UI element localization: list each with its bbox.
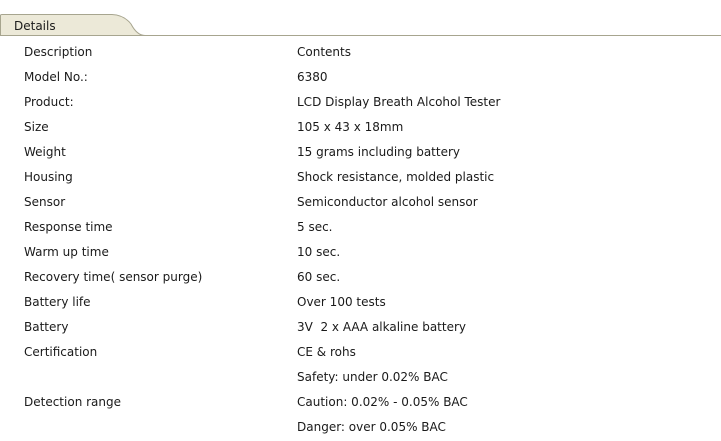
spec-value: 15 grams including battery xyxy=(297,145,461,159)
spec-row xyxy=(0,291,721,316)
spec-value: Shock resistance, molded plastic xyxy=(297,170,495,184)
spec-label: Detection range xyxy=(24,395,122,409)
spec-label: Product: xyxy=(24,95,74,109)
spec-row xyxy=(0,141,721,166)
spec-value: Caution: 0.02% - 0.05% BAC xyxy=(297,395,468,409)
spec-value: 10 sec. xyxy=(297,245,341,259)
spec-value: Danger: over 0.05% BAC xyxy=(297,420,446,434)
spec-value: Over 100 tests xyxy=(297,295,386,309)
spec-row xyxy=(0,41,721,66)
spec-value: 5 sec. xyxy=(297,220,333,234)
spec-label: Warm up time xyxy=(24,245,109,259)
spec-row xyxy=(0,166,721,191)
spec-label: Battery xyxy=(24,320,69,334)
spec-value: 6380 xyxy=(297,70,328,84)
spec-label: Certification xyxy=(24,345,98,359)
spec-label: Battery life xyxy=(24,295,91,309)
spec-value: CE & rohs xyxy=(297,345,356,359)
spec-value: 60 sec. xyxy=(297,270,341,284)
spec-label: Weight xyxy=(24,145,66,159)
spec-row xyxy=(0,241,721,266)
spec-row xyxy=(0,416,721,441)
spec-row xyxy=(0,66,721,91)
spec-value: Semiconductor alcohol sensor xyxy=(297,195,478,209)
tab-details[interactable]: Details xyxy=(14,19,56,33)
details-tab-bar xyxy=(0,0,721,36)
spec-value: 105 x 43 x 18mm xyxy=(297,120,404,134)
spec-label: Model No.: xyxy=(24,70,88,84)
tab-shape xyxy=(0,0,721,36)
spec-row xyxy=(0,366,721,391)
spec-row xyxy=(0,316,721,341)
spec-value: LCD Display Breath Alcohol Tester xyxy=(297,95,501,109)
spec-row xyxy=(0,191,721,216)
spec-row xyxy=(0,391,721,416)
spec-value: Contents xyxy=(297,45,351,59)
spec-row xyxy=(0,91,721,116)
spec-value: 3V 2 x AAA alkaline battery xyxy=(297,320,466,334)
spec-row xyxy=(0,266,721,291)
spec-row xyxy=(0,116,721,141)
spec-label: Size xyxy=(24,120,49,134)
spec-table xyxy=(0,41,721,441)
spec-label: Sensor xyxy=(24,195,66,209)
spec-row xyxy=(0,341,721,366)
spec-label: Description xyxy=(24,45,93,59)
spec-label: Housing xyxy=(24,170,73,184)
spec-label: Recovery time( sensor purge) xyxy=(24,270,203,284)
spec-label: Response time xyxy=(24,220,113,234)
spec-value: Safety: under 0.02% BAC xyxy=(297,370,448,384)
spec-row xyxy=(0,216,721,241)
